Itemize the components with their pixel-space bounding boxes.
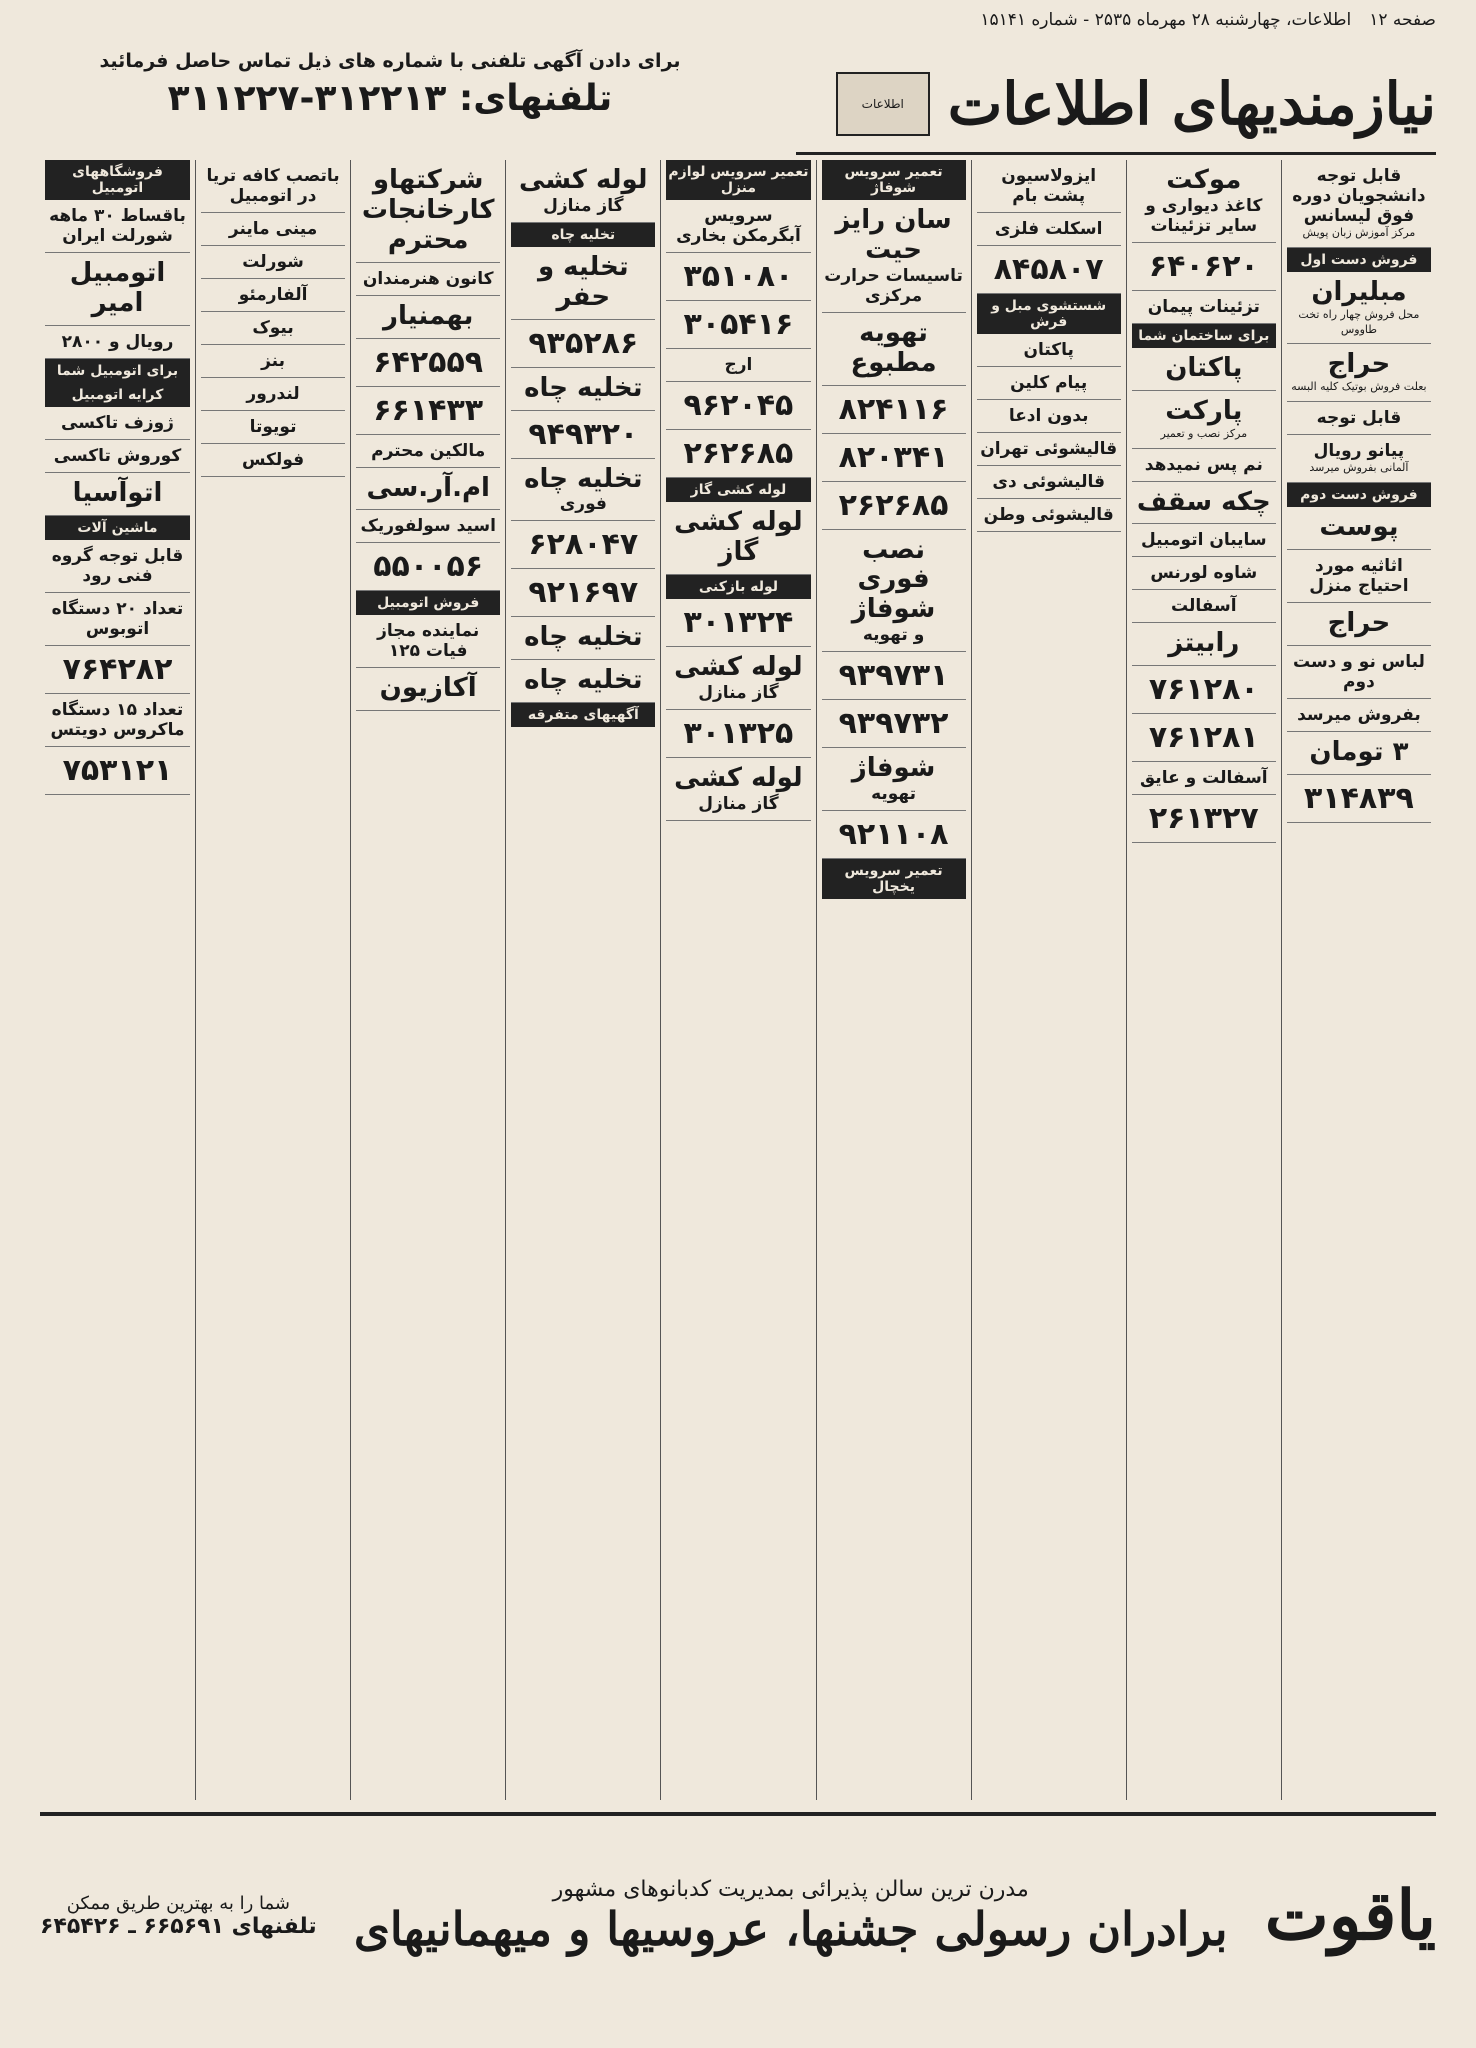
- ad-big-text: لوله کشی: [519, 165, 648, 195]
- footer-line-1: مدرن ترین سالن پذیرائی بمدیریت کدبانوهای مشهور: [552, 1876, 1029, 1902]
- ad-mid-text: قالیشوئی تهران: [980, 439, 1118, 459]
- ad-phone: [511, 411, 655, 459]
- ad-phone: [666, 382, 810, 430]
- classified-ad: [45, 473, 190, 516]
- ad-big-text: لوله کشی: [674, 651, 803, 682]
- footer-left-line-1: شما را به بهترین طریق ممکن: [66, 1893, 290, 1914]
- classified-ad: [356, 668, 500, 711]
- classified-ad: [822, 530, 966, 653]
- ad-mid-text: ژوزف تاکسی: [61, 412, 174, 433]
- ad-mid-text: تاسیسات حرارت مرکزی: [824, 265, 963, 306]
- ad-big-text: آکازیون: [379, 673, 477, 704]
- ad-mid-text: نماینده مجاز فیات ۱۲۵: [377, 621, 480, 662]
- classified-ad: [356, 435, 500, 468]
- phone-number: ۸۲۴۱۱۶: [838, 391, 949, 427]
- classified-ad: [666, 349, 810, 382]
- ad-mid-text: شورلت: [242, 252, 304, 272]
- ad-mid-text: اثاثیه مورد احتیاج منزل: [1309, 555, 1409, 596]
- classified-ad: [1132, 590, 1276, 623]
- ad-phone: [822, 434, 966, 482]
- ad-mid-text: نم پس نمیدهد: [1144, 454, 1263, 475]
- masthead: [796, 56, 1436, 155]
- classified-ad: [977, 466, 1121, 499]
- ad-small-text: مرکز آموزش زبان پویش: [1302, 226, 1416, 239]
- ad-phone: [666, 710, 810, 758]
- classified-ad: [511, 247, 655, 320]
- ad-mid-text: کانون هنرمندان: [362, 268, 494, 289]
- ad-big-text: پاکتان: [1165, 352, 1243, 383]
- ad-mid-text: قالیشوئی دی: [992, 472, 1105, 492]
- ad-mid-text: کوروش تاکسی: [53, 445, 182, 466]
- ad-big-text: تخلیه چاه: [524, 622, 643, 653]
- ad-phone: [666, 599, 810, 647]
- phone-number: ۳۰۵۴۱۶: [683, 307, 794, 342]
- ad-big-text: اتومبیل امیر: [69, 258, 166, 318]
- classified-ad: [1132, 762, 1276, 795]
- ad-mid-text: لندرور: [246, 384, 300, 404]
- ad-phone: [45, 646, 190, 694]
- newspaper-logo: اطلاعات: [836, 72, 930, 136]
- ad-mid-text: قابل توجه گروه فنی رود: [51, 545, 184, 586]
- ad-small-text: محل فروش چهار راه تخت طاووس: [1298, 307, 1420, 336]
- classified-ad: [45, 540, 190, 593]
- ad-mid-text: لباس نو و دست دوم: [1292, 651, 1425, 692]
- ad-mid-text: قالیشوئی وطن: [983, 505, 1114, 525]
- ad-phone: [1132, 666, 1276, 714]
- phone-number: ۹۲۱۶۹۷: [528, 575, 639, 611]
- ad-mid-text: ارج: [724, 355, 753, 375]
- classified-ad: [1287, 646, 1431, 699]
- ad-big-text: حراج: [1327, 349, 1391, 380]
- classified-ad: [356, 468, 500, 511]
- ad-mid-text: قابل توجه دانشجویان دوره فوق لیسانس: [1292, 166, 1426, 226]
- ad-mid-text: باتصب کافه تریا در اتومبیل: [206, 166, 340, 206]
- ad-phone: [822, 652, 966, 700]
- page-header: [40, 6, 1436, 34]
- ad-phone-box: [40, 50, 740, 150]
- classified-ad: [1132, 557, 1276, 590]
- classified-ad: [356, 510, 500, 543]
- classified-ad: [666, 647, 810, 710]
- classified-ad: [45, 200, 190, 253]
- ad-mid-text: تویوتا: [249, 417, 297, 437]
- ad-big-text: لوله کشی: [674, 762, 803, 793]
- classified-column: [1281, 160, 1436, 1800]
- phone-number: ۹۲۱۱۰۸: [838, 817, 949, 853]
- ad-big-text: رابیتز: [1168, 628, 1240, 659]
- ad-phone: [356, 339, 500, 387]
- classified-ad: [201, 312, 345, 345]
- phone-number: ۶۴۲۵۵۹: [373, 344, 484, 380]
- classified-ad: [822, 748, 966, 811]
- phone-number: ۶۴۰۶۲۰: [1148, 248, 1259, 284]
- classified-column: [40, 160, 195, 1800]
- ad-big-text: سان رایز حیت: [835, 205, 952, 265]
- classified-ad: [201, 411, 345, 444]
- classified-ad: [1287, 272, 1431, 345]
- footer-ad: [40, 1812, 1436, 2016]
- phone-number: ۹۶۲۰۴۵: [683, 388, 794, 423]
- phone-number: ۳۰۱۳۲۴: [683, 604, 794, 640]
- section-header: لوله بازکنی: [666, 575, 810, 599]
- ad-mid-text: تعداد ۲۰ دستگاه اتوبوس: [51, 598, 184, 639]
- section-header: فروش اتومبیل: [356, 591, 500, 615]
- ad-mid-text: قابل توجه: [1316, 408, 1402, 429]
- classified-ad: [977, 213, 1121, 246]
- classified-column: [816, 160, 971, 1800]
- ad-mid-text: فولکس: [242, 450, 305, 470]
- ad-mid-text: آسفالت و عایق: [1139, 768, 1268, 789]
- ad-small-text: بعلت فروش بوتیک کلیه البسه: [1291, 380, 1427, 394]
- section-header: فروشگاههای اتومبیل: [45, 160, 190, 200]
- classified-column: [660, 160, 815, 1800]
- footer-contact: [40, 1893, 317, 1939]
- classified-ad: [45, 326, 190, 359]
- classified-ad: [977, 334, 1121, 367]
- section-header: فروش دست دوم: [1287, 483, 1431, 507]
- ad-mid-text: مینی ماینر: [228, 219, 318, 239]
- ad-mid-text: و تهویه: [862, 625, 925, 646]
- classified-ad: [1287, 344, 1431, 402]
- classified-ad: [1287, 603, 1431, 646]
- classified-ad: [356, 615, 500, 668]
- ad-phone: [666, 301, 810, 349]
- classified-ad: [666, 200, 810, 253]
- phone-number: ۵۵۰۰۵۶: [373, 549, 484, 585]
- ad-small-text: مرکز نصب و تعمیر: [1160, 426, 1248, 440]
- ad-phone: [822, 700, 966, 748]
- ad-phone: [822, 811, 966, 859]
- phone-number: ۲۶۱۳۲۷: [1148, 801, 1259, 837]
- classified-ad: [45, 407, 190, 440]
- classified-ad: [356, 263, 500, 296]
- section-header: تعمیر سرویس یخچال: [822, 859, 966, 899]
- ad-big-text: پارکت: [1165, 395, 1243, 426]
- classified-ad: [1287, 699, 1431, 732]
- phone-number: ۷۶۱۲۸۰: [1148, 672, 1259, 708]
- ad-small-text: آلمانی بفروش میرسد: [1309, 461, 1409, 475]
- ad-mid-text: پیانو رویال: [1313, 441, 1405, 462]
- classified-ad: [822, 313, 966, 386]
- classified-column: [971, 160, 1126, 1800]
- ad-phone-subtitle: برای دادن آگهی تلفنی با شماره های ذیل تماس حاصل فرمائید: [99, 50, 681, 72]
- classified-ad: [1132, 160, 1276, 243]
- classified-ad: [45, 253, 190, 326]
- ad-mid-text: تزئینات پیمان: [1147, 296, 1260, 317]
- classified-ad: [511, 459, 655, 522]
- classified-ad: [201, 345, 345, 378]
- ad-phone: [666, 253, 810, 301]
- section-header: لوله کشی گاز: [666, 478, 810, 502]
- classified-ad: [45, 440, 190, 473]
- ad-mid-text: گاز منازل: [698, 682, 779, 703]
- classified-ad: [977, 367, 1121, 400]
- ad-phone: [666, 430, 810, 478]
- classified-ad: [1132, 391, 1276, 449]
- classified-ad: [356, 296, 500, 339]
- classified-ad: [1287, 732, 1431, 775]
- ad-phone: [822, 482, 966, 530]
- classified-column: [350, 160, 505, 1800]
- ad-mid-text: فوری: [559, 494, 607, 515]
- classified-ad: [1132, 291, 1276, 324]
- masthead-title: نیازمندیهای اطلاعات: [947, 70, 1436, 138]
- ad-mid-text: بفروش میرسد: [1297, 704, 1421, 725]
- classified-ad: [511, 368, 655, 411]
- classified-ad: [1287, 435, 1431, 483]
- ad-phone: [45, 747, 190, 795]
- section-header: ماشین آلات: [45, 516, 190, 540]
- classified-ad: [977, 160, 1121, 213]
- ad-mid-text: پاکتان: [1023, 340, 1074, 360]
- ad-mid-text: اسکلت فلزی: [994, 219, 1103, 239]
- ad-phone: [1132, 714, 1276, 762]
- classified-ad: [1287, 402, 1431, 435]
- phone-number: ۳۰۱۳۲۵: [683, 715, 794, 751]
- classified-ad: [977, 400, 1121, 433]
- ad-big-text: بهمنیار: [383, 300, 474, 331]
- phone-number: ۹۳۹۷۳۲: [838, 706, 949, 742]
- classified-ad: [1132, 348, 1276, 391]
- section-header: برای ساختمان شما: [1132, 324, 1276, 348]
- ad-big-text: ام.آر.سی: [366, 472, 490, 503]
- ad-phone: [822, 386, 966, 434]
- phone-number: ۸۲۰۳۴۱: [838, 439, 949, 475]
- ad-mid-text: رویال و ۲۸۰۰: [61, 331, 174, 352]
- ad-mid-text: آسفالت: [1171, 596, 1237, 617]
- phone-number: ۳۱۴۸۳۹: [1304, 780, 1414, 816]
- classified-ad: [201, 378, 345, 411]
- phone-number: ۲۶۲۶۸۵: [838, 487, 949, 523]
- ad-phone: [511, 569, 655, 617]
- ad-phone: [1287, 775, 1431, 823]
- ad-big-text: ۳ تومان: [1309, 736, 1409, 767]
- section-header: کرایه اتومبیل: [45, 383, 190, 407]
- classified-ad: [45, 593, 190, 646]
- ad-mid-text: بنز: [261, 351, 286, 371]
- phone-number: ۷۵۳۱۲۱: [62, 752, 173, 788]
- ad-big-text: مبلیران: [1311, 276, 1407, 307]
- ad-phone-numbers: تلفنهای: ۳۱۲۲۱۳-۳۱۱۲۲۷: [167, 78, 613, 119]
- ad-big-text: تخلیه چاه: [524, 665, 643, 696]
- section-header: تعمیر سرویس شوفاژ: [822, 160, 966, 200]
- section-header: تعمیر سرویس لوازم منزل: [666, 160, 810, 200]
- ad-mid-text: بیوک: [252, 318, 294, 338]
- ad-mid-text: ایزولاسیون پشت بام: [1001, 166, 1097, 206]
- ad-big-text: چکه سقف: [1136, 486, 1271, 517]
- ad-mid-text: سایبان اتومبیل: [1140, 530, 1267, 551]
- classified-ad: [977, 433, 1121, 466]
- page-number: صفحه ۱۲: [1369, 10, 1436, 30]
- ad-phone: [1132, 795, 1276, 843]
- classified-ad: [1132, 449, 1276, 482]
- ad-mid-text: گاز منازل: [698, 793, 779, 814]
- phone-number: ۹۳۵۲۸۶: [528, 325, 639, 361]
- ad-big-text: نصب فوری شوفاژ: [851, 534, 936, 625]
- ad-phone: [511, 521, 655, 569]
- classified-column: [505, 160, 660, 1800]
- ad-big-text: پوست: [1319, 512, 1399, 542]
- classified-ad: [977, 499, 1121, 532]
- ad-big-text: تخلیه چاه: [524, 463, 643, 494]
- ad-phone: [1132, 243, 1276, 291]
- classified-ad: [1132, 623, 1276, 666]
- phone-number: ۹۳۹۷۳۱: [838, 658, 949, 694]
- classified-ad: [1287, 550, 1431, 603]
- classified-column: [195, 160, 350, 1800]
- ad-mid-text: باقساط ۳۰ ماهه شورلت ایران: [49, 206, 186, 246]
- classified-ad: [1287, 507, 1431, 550]
- ad-big-text: تهویه مطبوع: [850, 317, 937, 378]
- ad-phone: [356, 543, 500, 591]
- ad-big-text: موکت: [1166, 165, 1242, 195]
- ad-mid-text: مالکین محترم: [371, 440, 486, 461]
- section-header: شستشوی مبل و فرش: [977, 294, 1121, 334]
- ad-big-text: اتوآسیا: [72, 477, 163, 508]
- classified-ad: [201, 160, 345, 213]
- classified-ad: [201, 279, 345, 312]
- phone-number: ۳۵۱۰۸۰: [683, 259, 794, 294]
- ad-big-text: تخلیه چاه: [524, 372, 643, 403]
- ad-big-text: تخلیه و حفر: [537, 251, 629, 312]
- classified-ad: [1287, 160, 1431, 248]
- classified-ad: [666, 502, 810, 575]
- section-header: فروش دست اول: [1287, 248, 1431, 272]
- classified-ad: [356, 160, 500, 263]
- ad-big-text: حراج: [1327, 607, 1391, 638]
- issue-info: اطلاعات، چهارشنبه ۲۸ مهرماه ۲۵۳۵ - شماره ۱۵۱۴۱: [980, 10, 1352, 30]
- phone-number: ۶۲۸۰۴۷: [528, 527, 639, 563]
- phone-number: ۹۴۹۳۲۰: [528, 416, 639, 452]
- classified-ad: [511, 617, 655, 660]
- ad-mid-text: آلفارمئو: [238, 285, 308, 305]
- section-header: برای اتومبیل شما: [45, 359, 190, 383]
- classified-ad: [666, 758, 810, 821]
- footer-middle: [354, 1877, 1228, 1956]
- ad-mid-text: تعداد ۱۵ دستگاه ماکروس دویتس: [50, 699, 185, 740]
- phone-number: ۶۶۱۴۳۳: [373, 392, 484, 428]
- phone-number: ۷۶۴۲۸۲: [62, 651, 173, 687]
- classified-ad: [511, 660, 655, 703]
- ad-big-text: شرکتهاو کارخانجات محترم: [361, 165, 495, 255]
- classified-column: [1126, 160, 1281, 1800]
- ad-mid-text: پیام کلین: [1010, 373, 1088, 393]
- ad-mid-text: اسید سولفوریک: [360, 516, 496, 537]
- footer-phones: تلفنهای ۶۶۵۶۹۱ ـ ۶۴۵۴۲۶: [40, 1914, 317, 1939]
- ad-mid-text: شاوه لورنس: [1150, 563, 1258, 584]
- classified-ad: [45, 694, 190, 747]
- ad-phone: [511, 320, 655, 368]
- ad-phone: [356, 387, 500, 435]
- phone-number: ۸۴۵۸۰۷: [993, 252, 1104, 287]
- classified-ad: [201, 246, 345, 279]
- section-header: تخلیه چاه: [511, 223, 655, 247]
- ad-mid-text: تهویه: [871, 784, 917, 805]
- section-header: آگهیهای متفرقه: [511, 703, 655, 727]
- ad-mid-text: گاز منازل: [543, 195, 624, 216]
- ad-phone: [977, 246, 1121, 294]
- classified-ad: [201, 213, 345, 246]
- classified-ad: [1132, 524, 1276, 557]
- ad-big-text: لوله کشی گاز: [674, 507, 803, 567]
- classified-ad: [511, 160, 655, 223]
- classified-ad: [1132, 482, 1276, 525]
- ad-mid-text: سرویس آبگرمکن بخاری: [676, 206, 801, 246]
- ad-mid-text: بدون ادعا: [1008, 406, 1089, 426]
- footer-line-2: برادران رسولی جشنها، عروسیها و میهمانیهای: [353, 1901, 1228, 1956]
- ad-mid-text: کاغذ دیواری و سایر تزئینات: [1145, 195, 1263, 236]
- classified-grid: [40, 160, 1436, 1800]
- phone-number: ۲۶۲۶۸۵: [683, 436, 794, 471]
- footer-title: یاقوت: [1264, 1876, 1436, 1956]
- classified-ad: [201, 444, 345, 477]
- ad-big-text: شوفاژ: [851, 753, 936, 784]
- phone-number: ۷۶۱۲۸۱: [1148, 720, 1259, 756]
- classified-ad: [822, 200, 966, 313]
